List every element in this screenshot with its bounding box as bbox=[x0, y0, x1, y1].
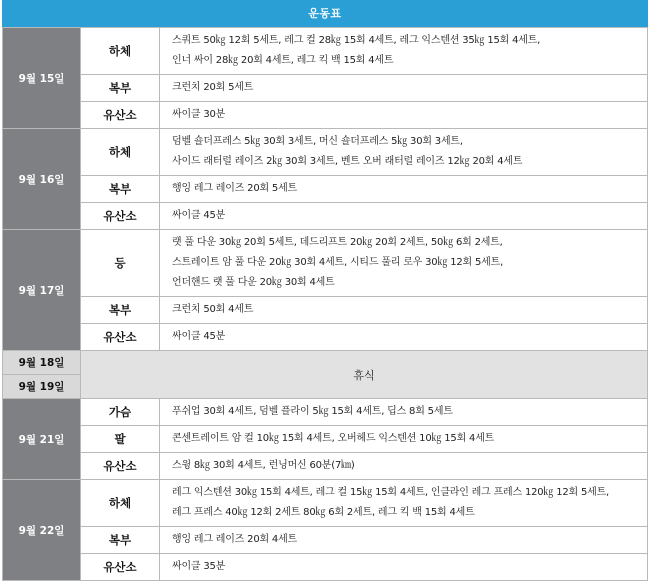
body-part-cell: 유산소 bbox=[81, 203, 160, 230]
exercise-line: 인너 싸이 28㎏ 20회 4세트, 레그 킥 백 15회 4세트 bbox=[172, 55, 394, 66]
exercise-cell bbox=[160, 554, 648, 581]
exercise-cell bbox=[160, 203, 648, 230]
exercise-line: 레그 익스텐션 30㎏ 15회 4세트, 레그 컬 15㎏ 15회 4세트, 인클라인 레그 프레스 120㎏ 12회 5세트, bbox=[172, 487, 610, 498]
exercise-line: 덤벨 숄더프레스 5㎏ 30회 3세트, 머신 숄더프레스 5㎏ 30회 3세트, bbox=[172, 136, 463, 147]
body-part-cell: 복부 bbox=[81, 297, 160, 324]
date-cell: 9월 15일 bbox=[3, 28, 81, 129]
exercise-line: 스윙 8㎏ 30회 4세트, 런닝머신 60분(7㎞) bbox=[172, 460, 355, 471]
rest-date-cell: 9월 18일 bbox=[3, 351, 81, 375]
schedule-row bbox=[3, 129, 648, 176]
exercise-cell bbox=[160, 480, 648, 527]
schedule-row bbox=[3, 28, 648, 75]
schedule-row bbox=[3, 426, 648, 453]
exercise-cell bbox=[160, 75, 648, 102]
body-part-cell: 유산소 bbox=[81, 453, 160, 480]
exercise-line: 콘센트레이트 암 컬 10㎏ 15회 4세트, 오버헤드 익스텐션 10㎏ 15회 4세트 bbox=[172, 433, 495, 444]
exercise-line: 싸이클 30분 bbox=[172, 109, 226, 120]
exercise-cell bbox=[160, 527, 648, 554]
exercise-cell bbox=[160, 453, 648, 480]
schedule-row bbox=[3, 453, 648, 480]
body-part-cell: 유산소 bbox=[81, 102, 160, 129]
schedule-row bbox=[3, 176, 648, 203]
exercise-cell bbox=[160, 28, 648, 75]
exercise-line: 스쿼트 50㎏ 12회 5세트, 레그 컬 28㎏ 15회 4세트, 레그 익스텐션 35㎏ 15회 4세트, bbox=[172, 35, 541, 46]
exercise-line: 언더핸드 랫 풀 다운 20㎏ 30회 4세트 bbox=[172, 277, 335, 288]
body-part-cell: 복부 bbox=[81, 75, 160, 102]
body-part-cell: 팔 bbox=[81, 426, 160, 453]
workout-schedule bbox=[2, 0, 648, 581]
exercise-line: 싸이클 45분 bbox=[172, 210, 226, 221]
body-part-cell: 유산소 bbox=[81, 554, 160, 581]
exercise-line: 레그 프레스 40㎏ 12회 2세트 80㎏ 6회 2세트, 레그 킥 백 15회 4세트 bbox=[172, 507, 475, 518]
exercise-line: 사이드 래터럴 레이즈 2㎏ 30회 3세트, 벤트 오버 래터럴 레이즈 12㎏ 20회 4세트 bbox=[172, 156, 523, 167]
exercise-line: 스트레이트 암 풀 다운 20㎏ 30회 4세트, 시티드 풀리 로우 30㎏ 12회 5세트, bbox=[172, 257, 504, 268]
exercise-cell bbox=[160, 176, 648, 203]
exercise-line: 싸이클 35분 bbox=[172, 561, 226, 572]
rest-cell: 휴식 bbox=[81, 351, 648, 399]
rest-date-cell: 9월 19일 bbox=[3, 375, 81, 399]
date-cell: 9월 16일 bbox=[3, 129, 81, 230]
body-part-cell: 복부 bbox=[81, 527, 160, 554]
schedule-row bbox=[3, 102, 648, 129]
body-part-cell: 하체 bbox=[81, 129, 160, 176]
schedule-row bbox=[3, 527, 648, 554]
body-part-cell: 하체 bbox=[81, 480, 160, 527]
exercise-line: 크런치 20회 5세트 bbox=[172, 82, 254, 93]
body-part-cell: 등 bbox=[81, 230, 160, 297]
exercise-line: 랫 풀 다운 30㎏ 20회 5세트, 데드리프트 20㎏ 20회 2세트, 50㎏ 6회 2세트, bbox=[172, 237, 503, 248]
table-title: 운동표 bbox=[2, 0, 648, 27]
exercise-line: 싸이클 45분 bbox=[172, 331, 226, 342]
schedule-row bbox=[3, 75, 648, 102]
exercise-cell bbox=[160, 129, 648, 176]
schedule-row bbox=[3, 230, 648, 297]
date-cell: 9월 17일 bbox=[3, 230, 81, 351]
exercise-line: 행잉 레그 레이즈 20회 5세트 bbox=[172, 183, 298, 194]
exercise-line: 푸쉬업 30회 4세트, 덤벨 플라이 5㎏ 15회 4세트, 딥스 8회 5세트 bbox=[172, 406, 453, 417]
rest-row bbox=[3, 351, 648, 375]
body-part-cell: 가슴 bbox=[81, 399, 160, 426]
schedule-table bbox=[2, 27, 648, 581]
body-part-cell: 복부 bbox=[81, 176, 160, 203]
exercise-cell bbox=[160, 297, 648, 324]
exercise-line: 크런치 50회 4세트 bbox=[172, 304, 254, 315]
exercise-line: 행잉 레그 레이즈 20회 4세트 bbox=[172, 534, 298, 545]
schedule-row bbox=[3, 480, 648, 527]
schedule-row bbox=[3, 324, 648, 351]
exercise-cell bbox=[160, 102, 648, 129]
schedule-row bbox=[3, 399, 648, 426]
schedule-row bbox=[3, 297, 648, 324]
body-part-cell: 유산소 bbox=[81, 324, 160, 351]
date-cell: 9월 22일 bbox=[3, 480, 81, 581]
exercise-cell bbox=[160, 399, 648, 426]
exercise-cell bbox=[160, 230, 648, 297]
exercise-cell bbox=[160, 426, 648, 453]
body-part-cell: 하체 bbox=[81, 28, 160, 75]
schedule-row bbox=[3, 554, 648, 581]
date-cell: 9월 21일 bbox=[3, 399, 81, 480]
schedule-row bbox=[3, 203, 648, 230]
exercise-cell bbox=[160, 324, 648, 351]
